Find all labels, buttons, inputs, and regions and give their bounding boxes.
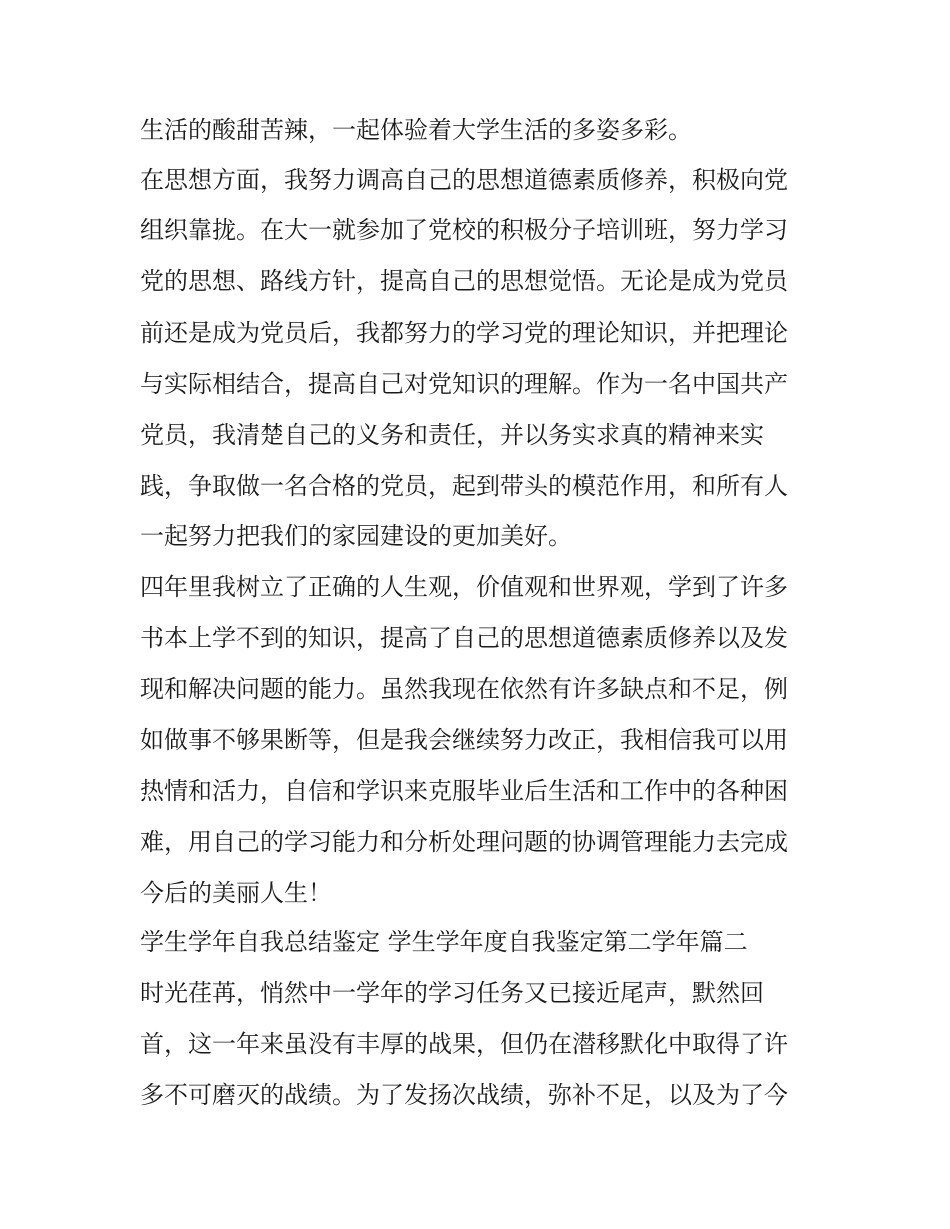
text-line: 与实际相结合，提高自己对党知识的理解。作为一名中国共产 [140, 370, 788, 398]
text-line: 书本上学不到的知识，提高了自己的思想道德素质修养以及发 [140, 624, 788, 652]
text-line: 党员，我清楚自己的义务和责任，并以务实求真的精神来实 [140, 421, 764, 449]
text-line: 如做事不够果断等，但是我会继续努力改正，我相信我可以用 [140, 726, 788, 754]
text-line: 热情和活力，自信和学识来克服毕业后生活和工作中的各种困 [140, 777, 788, 805]
text-line: 难，用自己的学习能力和分析处理问题的协调管理能力去完成 [140, 828, 788, 856]
text-line: 一起努力把我们的家园建设的更加美好。 [140, 522, 572, 550]
text-line: 首，这一年来虽没有丰厚的战果，但仍在潜移默化中取得了许 [140, 1030, 788, 1058]
text-line: 组织靠拢。在大一就参加了党校的积极分子培训班，努力学习 [140, 216, 788, 244]
text-line: 生活的酸甜苦辣，一起体验着大学生活的多姿多彩。 [140, 116, 692, 144]
text-line: 在思想方面，我努力调高自己的思想道德素质修养，积极向党 [140, 166, 788, 194]
text-line: 时光荏苒，悄然中一学年的学习任务又已接近尾声，默然回 [140, 979, 764, 1007]
text-line: 现和解决问题的能力。虽然我现在依然有许多缺点和不足，例 [140, 675, 788, 703]
section-heading: 学生学年自我总结鉴定 学生学年度自我鉴定第二学年篇二 [140, 928, 748, 956]
text-line: 前还是成为党员后，我都努力的学习党的理论知识，并把理论 [140, 319, 788, 347]
text-line: 多不可磨灭的战绩。为了发扬次战绩，弥补不足，以及为了今 [140, 1081, 788, 1109]
text-line: 践，争取做一名合格的党员，起到带头的模范作用，和所有人 [140, 472, 788, 500]
text-line: 今后的美丽人生！ [140, 879, 332, 907]
text-line: 党的思想、路线方针，提高自己的思想觉悟。无论是成为党员 [140, 267, 788, 295]
text-line: 四年里我树立了正确的人生观，价值观和世界观，学到了许多 [140, 573, 788, 601]
